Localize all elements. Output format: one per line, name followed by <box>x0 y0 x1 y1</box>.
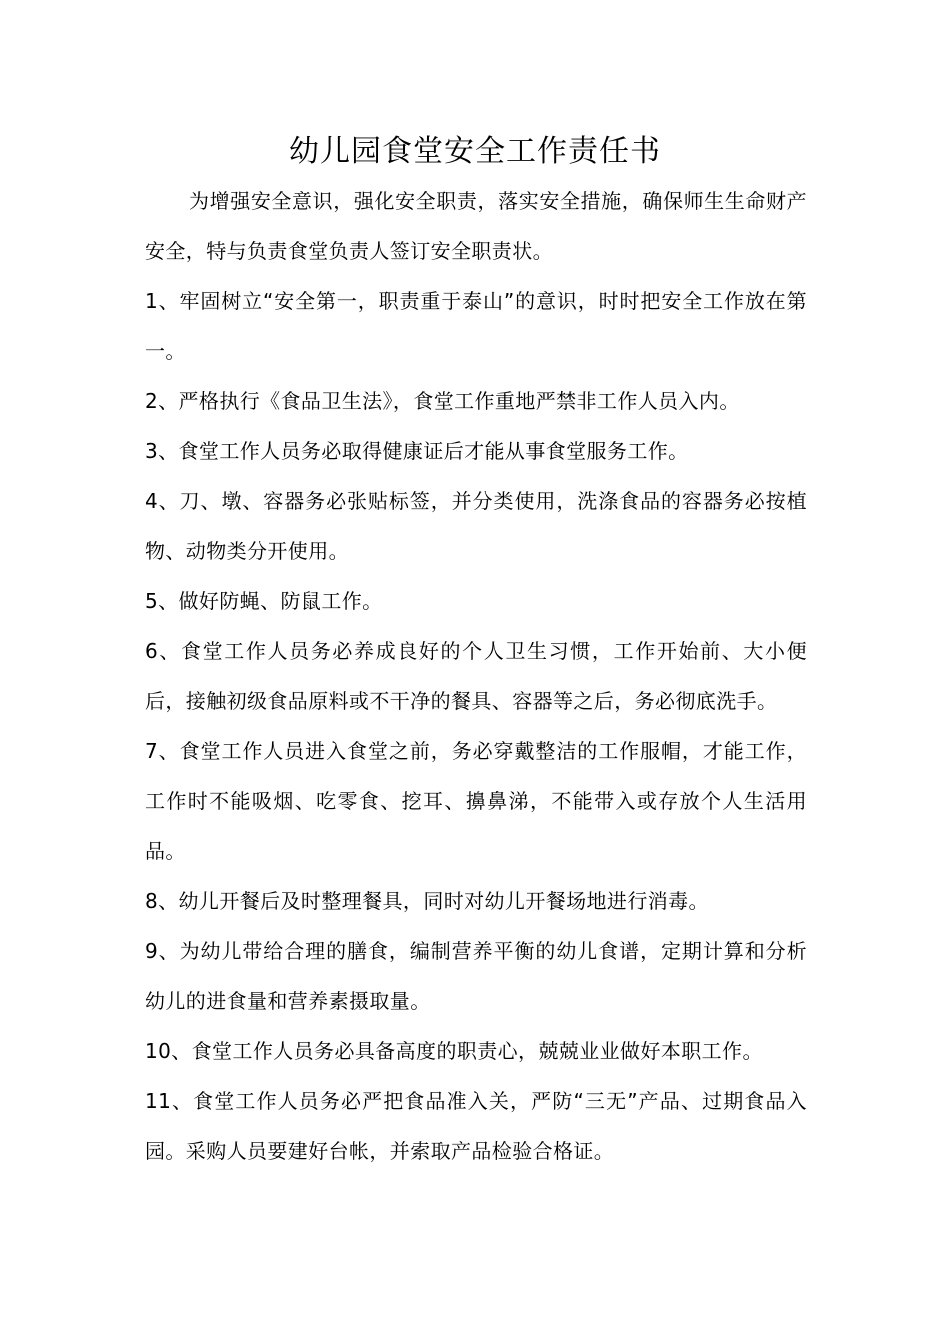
item-paragraph-3: 3、食堂工作人员务必取得健康证后才能从事食堂服务工作。 <box>145 439 689 463</box>
item-paragraph-4: 4、刀、墩、容器务必张贴标签，并分类使用，洗涤食品的容器务必按植物、动物类分开使用。 <box>145 489 807 563</box>
item-paragraph-8: 8、幼儿开餐后及时整理餐具，同时对幼儿开餐场地进行消毒。 <box>145 889 709 913</box>
item-paragraph-6: 6、食堂工作人员务必养成良好的个人卫生习惯，工作开始前、大小便后，接触初级食品原料或不干净的餐具、容器等之后，务必彻底洗手。 <box>145 639 807 713</box>
item-paragraph-10: 10、食堂工作人员务必具备高度的职责心，兢兢业业做好本职工作。 <box>145 1039 763 1063</box>
item-paragraph-11: 11、食堂工作人员务必严把食品准入关，严防“三无”产品、过期食品入园。采购人员要建好台帐，并索取产品检验合格证。 <box>145 1089 807 1163</box>
intro-paragraph: 为增强安全意识，强化安全职责，落实安全措施，确保师生生命财产安全，特与负责食堂负责人签订安全职责状。 <box>145 189 807 263</box>
item-paragraph-7: 7、食堂工作人员进入食堂之前，务必穿戴整洁的工作服帽，才能工作，工作时不能吸烟、吃零食、挖耳、擤鼻涕，不能带入或存放个人生活用品。 <box>145 739 807 863</box>
document-body <box>145 176 807 1176</box>
item-paragraph-9: 9、为幼儿带给合理的膳食，编制营养平衡的幼儿食谱，定期计算和分析幼儿的进食量和营养素摄取量。 <box>145 939 807 1013</box>
document-title: 幼儿园食堂安全工作责任书 <box>289 134 661 169</box>
item-paragraph-2: 2、严格执行《食品卫生法》，食堂工作重地严禁非工作人员入内。 <box>145 389 740 413</box>
item-paragraph-5: 5、做好防蝇、防鼠工作。 <box>145 589 383 613</box>
item-paragraph-1: 1、牢固树立“安全第一，职责重于泰山”的意识，时时把安全工作放在第一。 <box>145 289 807 363</box>
